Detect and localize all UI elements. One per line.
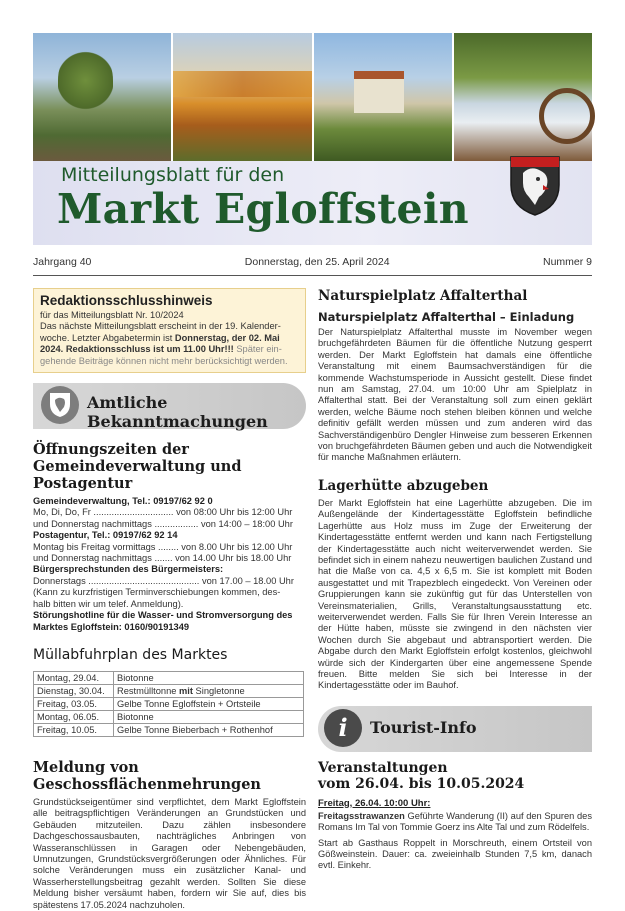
opening-hours-title: Öffnungszeiten der Gemeindeverwaltung und Postagentur [33, 441, 242, 493]
header-photo-fountain [33, 33, 171, 161]
waste-schedule-table [33, 671, 304, 737]
tourist-info-title: Tourist-Info [370, 717, 477, 737]
table-row: Montag, 06.05. Biotonne [34, 710, 304, 723]
nature-playground-title: Naturspielplatz Affalterthal [318, 288, 528, 304]
shield-icon [49, 392, 71, 418]
issue-info-line [33, 256, 592, 276]
header-photo-watermill [454, 33, 592, 161]
table-row: Freitag, 10.05. Gelbe Tonne Bieberbach + Rothenhof [34, 723, 304, 736]
table-row: Montag, 29.04. Biotonne [34, 671, 304, 684]
floor-area-title: Meldung von Geschossflächenmehrungen [33, 758, 261, 793]
header-photo-valley [173, 33, 311, 161]
issue-volume: Jahrgang 40 [33, 256, 92, 268]
deadline-notice-box [33, 288, 306, 373]
right-column [318, 288, 592, 872]
storage-hut-text: Der Markt Egloffstein hat eine Lagerhütte abzugeben. Die im Außengelände der Kindertagesstätte Egloffstein befindliche Lagerhütte aus Holz muss im Zuge der Erweiterung der Kindertagesstätte entfernt werden und kann nach Fertigstellung der Kindertagesstätte auch nicht weiterverwendet werden. Sie befindet sich in einem nahezu neuwertigen baulichen Zustand und hat die Maße von ca. 4,5 x 6,5 m. Sie ist komplett mit Boden ausgestattet und mit Trapezblech eingedeckt. Von Vereinen oder Gruppierungen kann sie zukünftig gut für das Unterstellen von Vereinsmaterialien, Grills, Veranstaltungsausstattung etc. weiterverwendet werden. Falls Sie für Ihren Verein Interesse an der Hütte haben, müsste sie zwingend in den nächsten vier Wochen durch Sie abgebaut und abtransportiert werden. Die Abgabe durch den Markt Egloffstein erfolgt kostenlos, gleichwohl würde sich der Kindergarten über eine angemessene Spende freuen. Bitte melden Sie sich bei Interesse in der Kindertagesstätte oder im Bauhof. [318, 497, 592, 691]
amtliche-banner-title: Amtliche Bekanntmachungen [87, 393, 268, 432]
tourist-info-banner [318, 706, 592, 752]
event-start-info: Start ab Gasthaus Roppelt in Morschreuth, einem Ortsteil von Gößweinstein. Dauer: ca. zweieinhalb Stunden 7,5 km, danach evtl. Einkehr. [318, 837, 592, 871]
issue-number: Nummer 9 [542, 256, 592, 268]
masthead-subtitle: Mitteilungsblatt für den [61, 164, 285, 186]
amtliche-banner [33, 383, 306, 432]
opening-hours-block: Gemeindeverwaltung, Tel.: 09197/62 92 0 Mo, Di, Do, Fr ............................... von 08:00 Uhr bis 12:00 Uhr und Donnerstag nachmittags ................. von 14:00 – 18:00 Uhr Postagentur, Tel.: 09197/62 92 14 Montag bis Freitag vormittags ........ von 8.00 Uhr bis 12.00 Uhr und Donnerstag nachmittags ....... von 14.00 Uhr bis 18.00 Uhr Bürgersprechstunden des Bürgermeisters: Donnerstags ........................................... von 17.00 – 18.00 Uhr (Kann zu kurzfristigen Terminverschiebungen kommen, des- halb bitten wir um telef. Anmeldung). Störungshotline für die Wasser- und Stromversorgung des Marktes Egloffstein: 0160/90191349 [33, 496, 294, 632]
event-description: Freitagsstrawanzen Geführte Wanderung (II) auf den Spuren des Romans Im Tal von Tommie Goerz ins Alte Tal und zum Rödelfels. [318, 810, 592, 833]
header-photo-castle [314, 33, 452, 161]
nature-playground-subtitle: Naturspielplatz Affalterthal – Einladung [318, 310, 575, 324]
table-row: Dienstag, 30.04. Restmülltonne mit Singletonne [34, 684, 304, 697]
nature-playground-text: Der Naturspielplatz Affalterthal musste im November wegen bruchgefährdeten Bäumen für die öffentliche Nutzung gesperrt werden. Der Markt Egloffstein hat damals eine öffentliche Veranstaltung mit einem Baumsachverständigen für die kommende Wachstumsperiode in Aussicht gestellt. Diese findet nun am Samstag, 27.04. um 10:00 Uhr am Spielplatz in Affalterthal statt. Bei der Veranstaltung soll zum einen geklärt werden, welche Bäume noch stehen bleiben können und welche definitiv gefällt werden müssen und zum anderen wird das Sachverständigenbüro Dengler Hinweise zum besseren Erkennen von bruchgefährdeten Bäumen geben und auch die Notwendigkeit für manche Maßnahmen erläutern. [318, 327, 592, 463]
issue-date: Donnerstag, den 25. April 2024 [244, 256, 390, 268]
event-date: Freitag, 26.04. 10:00 Uhr: [318, 797, 431, 809]
table-row: Freitag, 03.05. Gelbe Tonne Egloffstein + Ortsteile [34, 697, 304, 710]
header-photo-strip [33, 33, 592, 161]
deadline-notice-text: für das Mitteilungsblatt Nr. 10/2024 Das nächste Mitteilungsblatt erscheint in der 19. Kalender- woche. Letzter Abgabetermin ist Donnerstag, der 02. Mai 2024. Redaktionsschluss ist um 11.00 Uhr!!! Später ein- gehende Beiträge können nicht mehr berücksichtigt werden. [40, 310, 288, 366]
waste-schedule-title: Müllabfuhrplan des Marktes [33, 646, 228, 663]
storage-hut-title: Lagerhütte abzugeben [318, 477, 489, 494]
masthead [33, 161, 592, 245]
deadline-notice-title: Redaktionsschlusshinweis [40, 293, 213, 308]
masthead-title: Markt Egloffstein [57, 185, 469, 233]
floor-area-text: Grundstückseigentümer sind verpflichtet, dem Markt Egloffstein alle beitragspflichtigen Veränderungen an Grundstücken und Gebäuden mitzuteilen. Dazu zählen insbesondere Dachgeschossausbauten, nachträgliches Anbringen von Wasseranschlüssen in Garagen oder Nebengebäuden, Umnutzungen, Grundstücksvergrößerungen oder Ähnliches. Für solche Veränderungen muss ein zusätzlicher Kanal- und Wasserherstellungsbeitrag gezahlt werden. Sollten Sie diese Meldung bisher versäumt haben, fordern wir Sie auf, dies bis spätestens 17.05.2024 nachzuholen. [33, 796, 306, 910]
events-heading: Veranstaltungen vom 26.04. bis 10.05.2024 [318, 759, 525, 792]
info-icon: i [324, 709, 362, 747]
coat-of-arms-icon [509, 155, 561, 217]
left-column [33, 288, 306, 911]
crest-badge-icon [41, 386, 79, 424]
